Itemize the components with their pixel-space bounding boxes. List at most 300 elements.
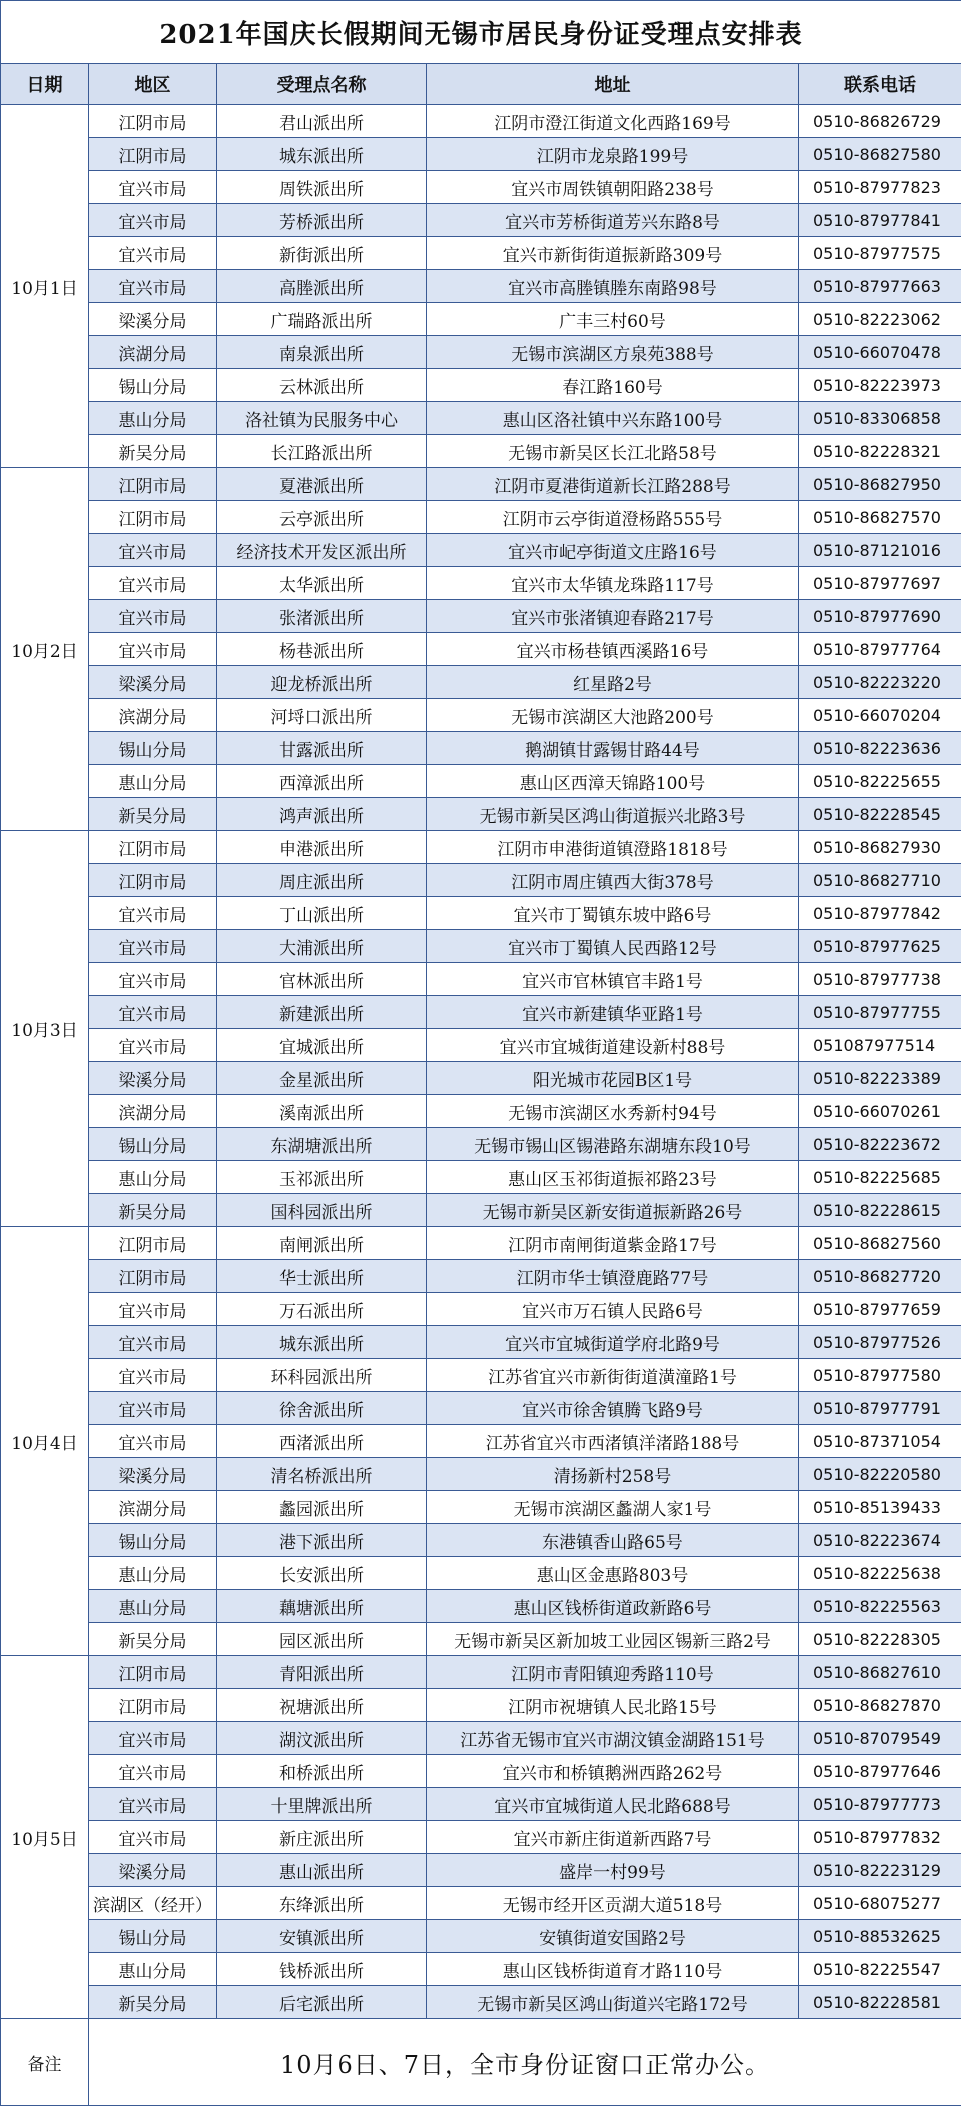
office-name-cell: 溪南派出所 bbox=[217, 1095, 427, 1128]
table-row bbox=[1, 1326, 961, 1359]
region-cell: 滨湖区（经开） bbox=[89, 1887, 217, 1920]
phone-cell: 0510-86827930 bbox=[799, 831, 961, 864]
address-cell: 无锡市滨湖区大池路200号 bbox=[427, 699, 799, 732]
address-cell: 宜兴市宜城街道建设新村88号 bbox=[427, 1029, 799, 1062]
region-cell: 梁溪分局 bbox=[89, 1062, 217, 1095]
office-name-cell: 夏港派出所 bbox=[217, 468, 427, 501]
office-name-cell: 城东派出所 bbox=[217, 1326, 427, 1359]
table-row bbox=[1, 1392, 961, 1425]
region-cell: 江阴市局 bbox=[89, 501, 217, 534]
header-row bbox=[1, 64, 961, 105]
header-office-name: 受理点名称 bbox=[217, 64, 427, 105]
region-cell: 宜兴市局 bbox=[89, 237, 217, 270]
address-cell: 清扬新村258号 bbox=[427, 1458, 799, 1491]
address-cell: 惠山区洛社镇中兴东路100号 bbox=[427, 402, 799, 435]
table-row bbox=[1, 1887, 961, 1920]
address-cell: 宜兴市丁蜀镇东坡中路6号 bbox=[427, 897, 799, 930]
table-row bbox=[1, 204, 961, 237]
region-cell: 锡山分局 bbox=[89, 732, 217, 765]
office-name-cell: 园区派出所 bbox=[217, 1623, 427, 1656]
address-cell: 江阴市申港街道镇澄路1818号 bbox=[427, 831, 799, 864]
region-cell: 宜兴市局 bbox=[89, 1722, 217, 1755]
table-row bbox=[1, 897, 961, 930]
region-cell: 新吴分局 bbox=[89, 1986, 217, 2019]
office-name-cell: 徐舍派出所 bbox=[217, 1392, 427, 1425]
address-cell: 江阴市夏港街道新长江路288号 bbox=[427, 468, 799, 501]
table-row bbox=[1, 501, 961, 534]
office-name-cell: 云林派出所 bbox=[217, 369, 427, 402]
note-label: 备注 bbox=[1, 2019, 89, 2106]
phone-cell: 0510-87977841 bbox=[799, 204, 961, 237]
region-cell: 宜兴市局 bbox=[89, 567, 217, 600]
table-row bbox=[1, 402, 961, 435]
phone-cell: 0510-86827870 bbox=[799, 1689, 961, 1722]
region-cell: 江阴市局 bbox=[89, 468, 217, 501]
table-row bbox=[1, 270, 961, 303]
table-row bbox=[1, 138, 961, 171]
phone-cell: 0510-82223389 bbox=[799, 1062, 961, 1095]
phone-cell: 051087977514 bbox=[799, 1029, 961, 1062]
region-cell: 江阴市局 bbox=[89, 831, 217, 864]
address-cell: 无锡市新吴区新加坡工业园区锡新三路2号 bbox=[427, 1623, 799, 1656]
region-cell: 惠山分局 bbox=[89, 1161, 217, 1194]
address-cell: 江苏省宜兴市新街街道潢潼路1号 bbox=[427, 1359, 799, 1392]
address-cell: 宜兴市屺亭街道文庄路16号 bbox=[427, 534, 799, 567]
phone-cell: 0510-82220580 bbox=[799, 1458, 961, 1491]
table-row bbox=[1, 1524, 961, 1557]
region-cell: 江阴市局 bbox=[89, 105, 217, 138]
address-cell: 红星路2号 bbox=[427, 666, 799, 699]
region-cell: 宜兴市局 bbox=[89, 1392, 217, 1425]
phone-cell: 0510-82228615 bbox=[799, 1194, 961, 1227]
address-cell: 宜兴市新街街道振新路309号 bbox=[427, 237, 799, 270]
region-cell: 惠山分局 bbox=[89, 402, 217, 435]
header-address: 地址 bbox=[427, 64, 799, 105]
table-row bbox=[1, 1788, 961, 1821]
table-row bbox=[1, 567, 961, 600]
address-cell: 惠山区西漳天锦路100号 bbox=[427, 765, 799, 798]
office-name-cell: 祝塘派出所 bbox=[217, 1689, 427, 1722]
phone-cell: 0510-82223062 bbox=[799, 303, 961, 336]
table-row bbox=[1, 1920, 961, 1953]
phone-cell: 0510-82228545 bbox=[799, 798, 961, 831]
phone-cell: 0510-82223636 bbox=[799, 732, 961, 765]
office-name-cell: 经济技术开发区派出所 bbox=[217, 534, 427, 567]
address-cell: 惠山区钱桥街道育才路110号 bbox=[427, 1953, 799, 1986]
phone-cell: 0510-87977663 bbox=[799, 270, 961, 303]
address-cell: 无锡市滨湖区水秀新村94号 bbox=[427, 1095, 799, 1128]
address-cell: 无锡市锡山区锡港路东湖塘东段10号 bbox=[427, 1128, 799, 1161]
region-cell: 梁溪分局 bbox=[89, 1854, 217, 1887]
address-cell: 宜兴市新建镇华亚路1号 bbox=[427, 996, 799, 1029]
region-cell: 滨湖分局 bbox=[89, 1491, 217, 1524]
office-name-cell: 大浦派出所 bbox=[217, 930, 427, 963]
office-name-cell: 万石派出所 bbox=[217, 1293, 427, 1326]
table-row bbox=[1, 864, 961, 897]
table-row bbox=[1, 105, 961, 138]
office-name-cell: 金星派出所 bbox=[217, 1062, 427, 1095]
phone-cell: 0510-87977580 bbox=[799, 1359, 961, 1392]
office-name-cell: 藕塘派出所 bbox=[217, 1590, 427, 1623]
table-row bbox=[1, 930, 961, 963]
address-cell: 宜兴市官林镇官丰路1号 bbox=[427, 963, 799, 996]
table-row bbox=[1, 1689, 961, 1722]
phone-cell: 0510-82223129 bbox=[799, 1854, 961, 1887]
phone-cell: 0510-87977526 bbox=[799, 1326, 961, 1359]
table-row bbox=[1, 534, 961, 567]
address-cell: 盛岸一村99号 bbox=[427, 1854, 799, 1887]
region-cell: 惠山分局 bbox=[89, 1590, 217, 1623]
region-cell: 滨湖分局 bbox=[89, 699, 217, 732]
region-cell: 梁溪分局 bbox=[89, 303, 217, 336]
phone-cell: 0510-82225563 bbox=[799, 1590, 961, 1623]
office-name-cell: 周铁派出所 bbox=[217, 171, 427, 204]
phone-cell: 0510-82225685 bbox=[799, 1161, 961, 1194]
office-name-cell: 南泉派出所 bbox=[217, 336, 427, 369]
address-cell: 宜兴市和桥镇鹅洲西路262号 bbox=[427, 1755, 799, 1788]
address-cell: 宜兴市杨巷镇西溪路16号 bbox=[427, 633, 799, 666]
table-row bbox=[1, 963, 961, 996]
phone-cell: 0510-86827710 bbox=[799, 864, 961, 897]
region-cell: 锡山分局 bbox=[89, 1920, 217, 1953]
header-region: 地区 bbox=[89, 64, 217, 105]
address-cell: 无锡市新吴区鸿山街道振兴北路3号 bbox=[427, 798, 799, 831]
region-cell: 宜兴市局 bbox=[89, 1755, 217, 1788]
office-name-cell: 国科园派出所 bbox=[217, 1194, 427, 1227]
region-cell: 江阴市局 bbox=[89, 1656, 217, 1689]
phone-cell: 0510-86826729 bbox=[799, 105, 961, 138]
address-cell: 江苏省无锡市宜兴市湖汶镇金湖路151号 bbox=[427, 1722, 799, 1755]
table-row bbox=[1, 1260, 961, 1293]
address-cell: 宜兴市新庄街道新西路7号 bbox=[427, 1821, 799, 1854]
region-cell: 新吴分局 bbox=[89, 1194, 217, 1227]
phone-cell: 0510-85139433 bbox=[799, 1491, 961, 1524]
office-name-cell: 新建派出所 bbox=[217, 996, 427, 1029]
address-cell: 无锡市新吴区新安街道振新路26号 bbox=[427, 1194, 799, 1227]
office-name-cell: 钱桥派出所 bbox=[217, 1953, 427, 1986]
address-cell: 阳光城市花园B区1号 bbox=[427, 1062, 799, 1095]
date-cell: 10月1日 bbox=[1, 105, 89, 468]
table-row bbox=[1, 1095, 961, 1128]
phone-cell: 0510-82223220 bbox=[799, 666, 961, 699]
region-cell: 新吴分局 bbox=[89, 798, 217, 831]
office-name-cell: 南闸派出所 bbox=[217, 1227, 427, 1260]
address-cell: 无锡市滨湖区蠡湖人家1号 bbox=[427, 1491, 799, 1524]
region-cell: 宜兴市局 bbox=[89, 171, 217, 204]
office-name-cell: 宜城派出所 bbox=[217, 1029, 427, 1062]
office-name-cell: 港下派出所 bbox=[217, 1524, 427, 1557]
office-name-cell: 申港派出所 bbox=[217, 831, 427, 864]
phone-cell: 0510-86827580 bbox=[799, 138, 961, 171]
office-name-cell: 青阳派出所 bbox=[217, 1656, 427, 1689]
office-name-cell: 蠡园派出所 bbox=[217, 1491, 427, 1524]
office-name-cell: 新街派出所 bbox=[217, 237, 427, 270]
table-row bbox=[1, 336, 961, 369]
phone-cell: 0510-87977690 bbox=[799, 600, 961, 633]
address-cell: 江阴市龙泉路199号 bbox=[427, 138, 799, 171]
phone-cell: 0510-66070261 bbox=[799, 1095, 961, 1128]
office-name-cell: 太华派出所 bbox=[217, 567, 427, 600]
header-phone: 联系电话 bbox=[799, 64, 961, 105]
office-name-cell: 高塍派出所 bbox=[217, 270, 427, 303]
table-row bbox=[1, 600, 961, 633]
region-cell: 宜兴市局 bbox=[89, 1326, 217, 1359]
phone-cell: 0510-87977755 bbox=[799, 996, 961, 1029]
table-row bbox=[1, 1194, 961, 1227]
table-row bbox=[1, 1590, 961, 1623]
date-cell: 10月3日 bbox=[1, 831, 89, 1227]
region-cell: 惠山分局 bbox=[89, 1557, 217, 1590]
address-cell: 宜兴市张渚镇迎春路217号 bbox=[427, 600, 799, 633]
phone-cell: 0510-82228581 bbox=[799, 1986, 961, 2019]
office-name-cell: 甘露派出所 bbox=[217, 732, 427, 765]
phone-cell: 0510-87079549 bbox=[799, 1722, 961, 1755]
address-cell: 宜兴市太华镇龙珠路117号 bbox=[427, 567, 799, 600]
region-cell: 江阴市局 bbox=[89, 1689, 217, 1722]
phone-cell: 0510-82223973 bbox=[799, 369, 961, 402]
table-row bbox=[1, 1293, 961, 1326]
address-cell: 江阴市青阳镇迎秀路110号 bbox=[427, 1656, 799, 1689]
phone-cell: 0510-87977575 bbox=[799, 237, 961, 270]
address-cell: 惠山区玉祁街道振祁路23号 bbox=[427, 1161, 799, 1194]
table-row bbox=[1, 1755, 961, 1788]
phone-cell: 0510-87977659 bbox=[799, 1293, 961, 1326]
table-row bbox=[1, 1128, 961, 1161]
region-cell: 新吴分局 bbox=[89, 435, 217, 468]
office-name-cell: 东湖塘派出所 bbox=[217, 1128, 427, 1161]
office-name-cell: 云亭派出所 bbox=[217, 501, 427, 534]
office-name-cell: 迎龙桥派出所 bbox=[217, 666, 427, 699]
table-row bbox=[1, 798, 961, 831]
table-row bbox=[1, 303, 961, 336]
office-name-cell: 惠山派出所 bbox=[217, 1854, 427, 1887]
office-name-cell: 鸿声派出所 bbox=[217, 798, 427, 831]
region-cell: 江阴市局 bbox=[89, 1227, 217, 1260]
office-name-cell: 和桥派出所 bbox=[217, 1755, 427, 1788]
office-name-cell: 官林派出所 bbox=[217, 963, 427, 996]
note-row bbox=[1, 2019, 961, 2106]
region-cell: 惠山分局 bbox=[89, 765, 217, 798]
table-row bbox=[1, 1821, 961, 1854]
address-cell: 东港镇香山路65号 bbox=[427, 1524, 799, 1557]
office-name-cell: 张渚派出所 bbox=[217, 600, 427, 633]
office-name-cell: 西渚派出所 bbox=[217, 1425, 427, 1458]
address-cell: 广丰三村60号 bbox=[427, 303, 799, 336]
address-cell: 春江路160号 bbox=[427, 369, 799, 402]
address-cell: 江阴市澄江街道文化西路169号 bbox=[427, 105, 799, 138]
office-name-cell: 长安派出所 bbox=[217, 1557, 427, 1590]
table-row bbox=[1, 732, 961, 765]
address-cell: 宜兴市高塍镇塍东南路98号 bbox=[427, 270, 799, 303]
region-cell: 锡山分局 bbox=[89, 1524, 217, 1557]
region-cell: 宜兴市局 bbox=[89, 996, 217, 1029]
address-cell: 宜兴市宜城街道人民北路688号 bbox=[427, 1788, 799, 1821]
phone-cell: 0510-87977791 bbox=[799, 1392, 961, 1425]
region-cell: 宜兴市局 bbox=[89, 270, 217, 303]
table-body bbox=[1, 105, 961, 2019]
table-row bbox=[1, 831, 961, 864]
table-row bbox=[1, 1623, 961, 1656]
address-cell: 宜兴市芳桥街道芳兴东路8号 bbox=[427, 204, 799, 237]
region-cell: 宜兴市局 bbox=[89, 534, 217, 567]
table-row bbox=[1, 1161, 961, 1194]
address-cell: 江阴市华士镇澄鹿路77号 bbox=[427, 1260, 799, 1293]
office-name-cell: 周庄派出所 bbox=[217, 864, 427, 897]
phone-cell: 0510-86827560 bbox=[799, 1227, 961, 1260]
address-cell: 江阴市南闸街道紫金路17号 bbox=[427, 1227, 799, 1260]
phone-cell: 0510-66070478 bbox=[799, 336, 961, 369]
region-cell: 宜兴市局 bbox=[89, 204, 217, 237]
office-name-cell: 芳桥派出所 bbox=[217, 204, 427, 237]
phone-cell: 0510-87977646 bbox=[799, 1755, 961, 1788]
region-cell: 江阴市局 bbox=[89, 1260, 217, 1293]
region-cell: 宜兴市局 bbox=[89, 1029, 217, 1062]
table-row bbox=[1, 1425, 961, 1458]
phone-cell: 0510-83306858 bbox=[799, 402, 961, 435]
phone-cell: 0510-86827610 bbox=[799, 1656, 961, 1689]
phone-cell: 0510-87977773 bbox=[799, 1788, 961, 1821]
phone-cell: 0510-87121016 bbox=[799, 534, 961, 567]
note-text: 10月6日、7日，全市身份证窗口正常办公。 bbox=[89, 2019, 961, 2106]
office-name-cell: 君山派出所 bbox=[217, 105, 427, 138]
table-row bbox=[1, 171, 961, 204]
table-row bbox=[1, 435, 961, 468]
region-cell: 宜兴市局 bbox=[89, 600, 217, 633]
table-row bbox=[1, 1458, 961, 1491]
office-name-cell: 湖汶派出所 bbox=[217, 1722, 427, 1755]
region-cell: 宜兴市局 bbox=[89, 897, 217, 930]
office-name-cell: 华士派出所 bbox=[217, 1260, 427, 1293]
office-name-cell: 安镇派出所 bbox=[217, 1920, 427, 1953]
table-title: 2021年国庆长假期间无锡市居民身份证受理点安排表 bbox=[1, 1, 961, 64]
region-cell: 锡山分局 bbox=[89, 369, 217, 402]
date-cell: 10月2日 bbox=[1, 468, 89, 831]
phone-cell: 0510-86827950 bbox=[799, 468, 961, 501]
table-row bbox=[1, 1656, 961, 1689]
region-cell: 锡山分局 bbox=[89, 1128, 217, 1161]
date-cell: 10月4日 bbox=[1, 1227, 89, 1656]
office-name-cell: 东绛派出所 bbox=[217, 1887, 427, 1920]
office-name-cell: 城东派出所 bbox=[217, 138, 427, 171]
address-cell: 鹅湖镇甘露锡甘路44号 bbox=[427, 732, 799, 765]
address-cell: 无锡市滨湖区方泉苑388号 bbox=[427, 336, 799, 369]
phone-cell: 0510-82223672 bbox=[799, 1128, 961, 1161]
phone-cell: 0510-82225655 bbox=[799, 765, 961, 798]
table-row bbox=[1, 1062, 961, 1095]
table-row bbox=[1, 633, 961, 666]
region-cell: 宜兴市局 bbox=[89, 633, 217, 666]
phone-cell: 0510-87977697 bbox=[799, 567, 961, 600]
office-name-cell: 十里牌派出所 bbox=[217, 1788, 427, 1821]
table-row bbox=[1, 1953, 961, 1986]
phone-cell: 0510-82225547 bbox=[799, 1953, 961, 1986]
table-row bbox=[1, 237, 961, 270]
phone-cell: 0510-87977832 bbox=[799, 1821, 961, 1854]
address-cell: 江苏省宜兴市西渚镇洋渚路188号 bbox=[427, 1425, 799, 1458]
region-cell: 宜兴市局 bbox=[89, 1821, 217, 1854]
table-row bbox=[1, 1557, 961, 1590]
phone-cell: 0510-82228321 bbox=[799, 435, 961, 468]
phone-cell: 0510-86827570 bbox=[799, 501, 961, 534]
region-cell: 滨湖分局 bbox=[89, 336, 217, 369]
table-row bbox=[1, 1227, 961, 1260]
address-cell: 宜兴市徐舍镇腾飞路9号 bbox=[427, 1392, 799, 1425]
office-name-cell: 西漳派出所 bbox=[217, 765, 427, 798]
address-cell: 惠山区金惠路803号 bbox=[427, 1557, 799, 1590]
address-cell: 无锡市新吴区长江北路58号 bbox=[427, 435, 799, 468]
address-cell: 无锡市经开区贡湖大道518号 bbox=[427, 1887, 799, 1920]
phone-cell: 0510-87977738 bbox=[799, 963, 961, 996]
address-cell: 宜兴市周铁镇朝阳路238号 bbox=[427, 171, 799, 204]
region-cell: 江阴市局 bbox=[89, 138, 217, 171]
header-date: 日期 bbox=[1, 64, 89, 105]
address-cell: 江阴市周庄镇西大街378号 bbox=[427, 864, 799, 897]
phone-cell: 0510-87977764 bbox=[799, 633, 961, 666]
date-cell: 10月5日 bbox=[1, 1656, 89, 2019]
office-name-cell: 后宅派出所 bbox=[217, 1986, 427, 2019]
address-cell: 安镇街道安国路2号 bbox=[427, 1920, 799, 1953]
office-name-cell: 广瑞路派出所 bbox=[217, 303, 427, 336]
phone-cell: 0510-68075277 bbox=[799, 1887, 961, 1920]
office-name-cell: 玉祁派出所 bbox=[217, 1161, 427, 1194]
table-row bbox=[1, 369, 961, 402]
address-cell: 宜兴市丁蜀镇人民西路12号 bbox=[427, 930, 799, 963]
phone-cell: 0510-87977625 bbox=[799, 930, 961, 963]
region-cell: 梁溪分局 bbox=[89, 1458, 217, 1491]
phone-cell: 0510-82228305 bbox=[799, 1623, 961, 1656]
phone-cell: 0510-82223674 bbox=[799, 1524, 961, 1557]
office-name-cell: 新庄派出所 bbox=[217, 1821, 427, 1854]
phone-cell: 0510-88532625 bbox=[799, 1920, 961, 1953]
region-cell: 宜兴市局 bbox=[89, 1425, 217, 1458]
table-row bbox=[1, 1359, 961, 1392]
phone-cell: 0510-87977823 bbox=[799, 171, 961, 204]
table-row bbox=[1, 765, 961, 798]
phone-cell: 0510-82225638 bbox=[799, 1557, 961, 1590]
table-row bbox=[1, 1722, 961, 1755]
address-cell: 江阴市祝塘镇人民北路15号 bbox=[427, 1689, 799, 1722]
region-cell: 宜兴市局 bbox=[89, 930, 217, 963]
region-cell: 惠山分局 bbox=[89, 1953, 217, 1986]
phone-cell: 0510-86827720 bbox=[799, 1260, 961, 1293]
table-row bbox=[1, 666, 961, 699]
table-row bbox=[1, 1029, 961, 1062]
office-name-cell: 清名桥派出所 bbox=[217, 1458, 427, 1491]
region-cell: 新吴分局 bbox=[89, 1623, 217, 1656]
table-row bbox=[1, 699, 961, 732]
region-cell: 梁溪分局 bbox=[89, 666, 217, 699]
table-row bbox=[1, 1854, 961, 1887]
office-name-cell: 河埒口派出所 bbox=[217, 699, 427, 732]
table-row bbox=[1, 996, 961, 1029]
address-cell: 宜兴市宜城街道学府北路9号 bbox=[427, 1326, 799, 1359]
office-name-cell: 长江路派出所 bbox=[217, 435, 427, 468]
region-cell: 宜兴市局 bbox=[89, 1359, 217, 1392]
phone-cell: 0510-87977842 bbox=[799, 897, 961, 930]
office-name-cell: 洛社镇为民服务中心 bbox=[217, 402, 427, 435]
table-row bbox=[1, 468, 961, 501]
table-row bbox=[1, 1491, 961, 1524]
region-cell: 宜兴市局 bbox=[89, 1293, 217, 1326]
region-cell: 江阴市局 bbox=[89, 864, 217, 897]
address-cell: 惠山区钱桥街道政新路6号 bbox=[427, 1590, 799, 1623]
region-cell: 宜兴市局 bbox=[89, 963, 217, 996]
address-cell: 无锡市新吴区鸿山街道兴宅路172号 bbox=[427, 1986, 799, 2019]
address-cell: 江阴市云亭街道澄杨路555号 bbox=[427, 501, 799, 534]
table-row bbox=[1, 1986, 961, 2019]
region-cell: 滨湖分局 bbox=[89, 1095, 217, 1128]
address-cell: 宜兴市万石镇人民路6号 bbox=[427, 1293, 799, 1326]
